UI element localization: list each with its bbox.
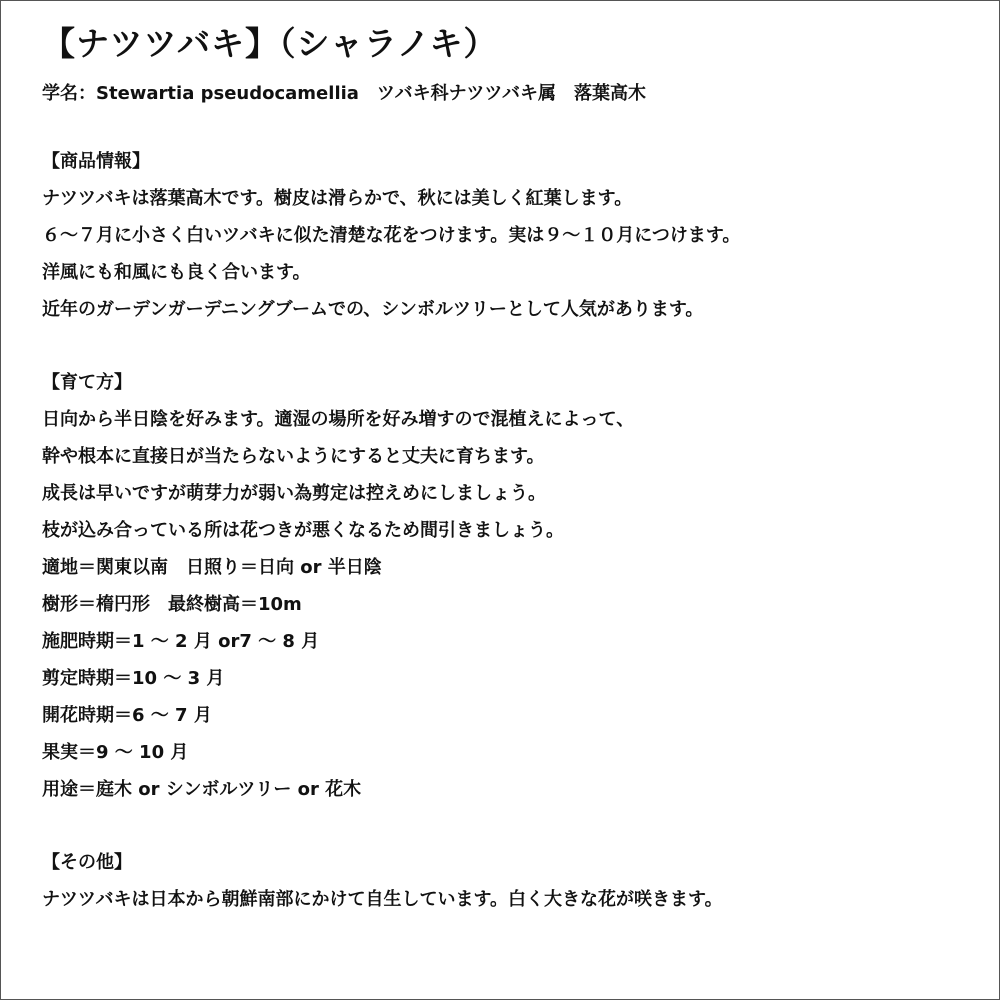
page-title: 【ナツツバキ】（シャラノキ） (42, 24, 498, 63)
spec-line: 樹形＝楕円形 最終樹高＝10m (42, 594, 302, 615)
spec-line: 施肥時期＝1 ～ 2 月 or7 ～ 8 月 (42, 631, 320, 652)
section-how-to-grow (42, 364, 982, 808)
text-line: 日向から半日陰を好みます。適湿の場所を好み増すので混植えによって、 (42, 409, 635, 430)
text-line: 幹や根本に直接日が当たらないようにすると丈夫に育ちます。 (42, 446, 545, 467)
section-header: 【育て方】 (42, 372, 132, 393)
text-line: 成長は早いですが萌芽力が弱い為剪定は控えめにしましょう。 (42, 483, 546, 504)
text-line: 近年のガーデンガーデニングブームでの、シンボルツリーとして人気があります。 (42, 299, 704, 320)
text-line: ナツツバキは日本から朝鮮南部にかけて自生しています。白く大きな花が咲きます。 (42, 889, 723, 910)
section-header: 【その他】 (42, 852, 132, 873)
spec-line: 適地＝関東以南 日照り＝日向 or 半日陰 (42, 557, 382, 578)
document-body (42, 22, 982, 918)
section-header: 【商品情報】 (42, 151, 150, 172)
spec-line: 開花時期＝6 ～ 7 月 (42, 705, 212, 726)
scientific-name-line: 学名：Stewartia pseudocamellia ツバキ科ナツツバキ属 落葉高木 (42, 83, 647, 104)
spec-line: 剪定時期＝10 ～ 3 月 (42, 668, 225, 689)
text-line: 洋風にも和風にも良く合います。 (42, 262, 311, 283)
section-other (42, 844, 982, 918)
text-line: ナツツバキは落葉高木です。樹皮は滑らかで、秋には美しく紅葉します。 (42, 188, 633, 209)
text-line: ６～７月に小さく白いツバキに似た清楚な花をつけます。実は９～１０月につけます。 (42, 225, 741, 246)
section-product-info (42, 143, 982, 328)
spec-line: 果実＝9 ～ 10 月 (42, 742, 189, 763)
spec-line: 用途＝庭木 or シンボルツリー or 花木 (42, 779, 362, 800)
text-line: 枝が込み合っている所は花つきが悪くなるため間引きましょう。 (42, 520, 564, 541)
